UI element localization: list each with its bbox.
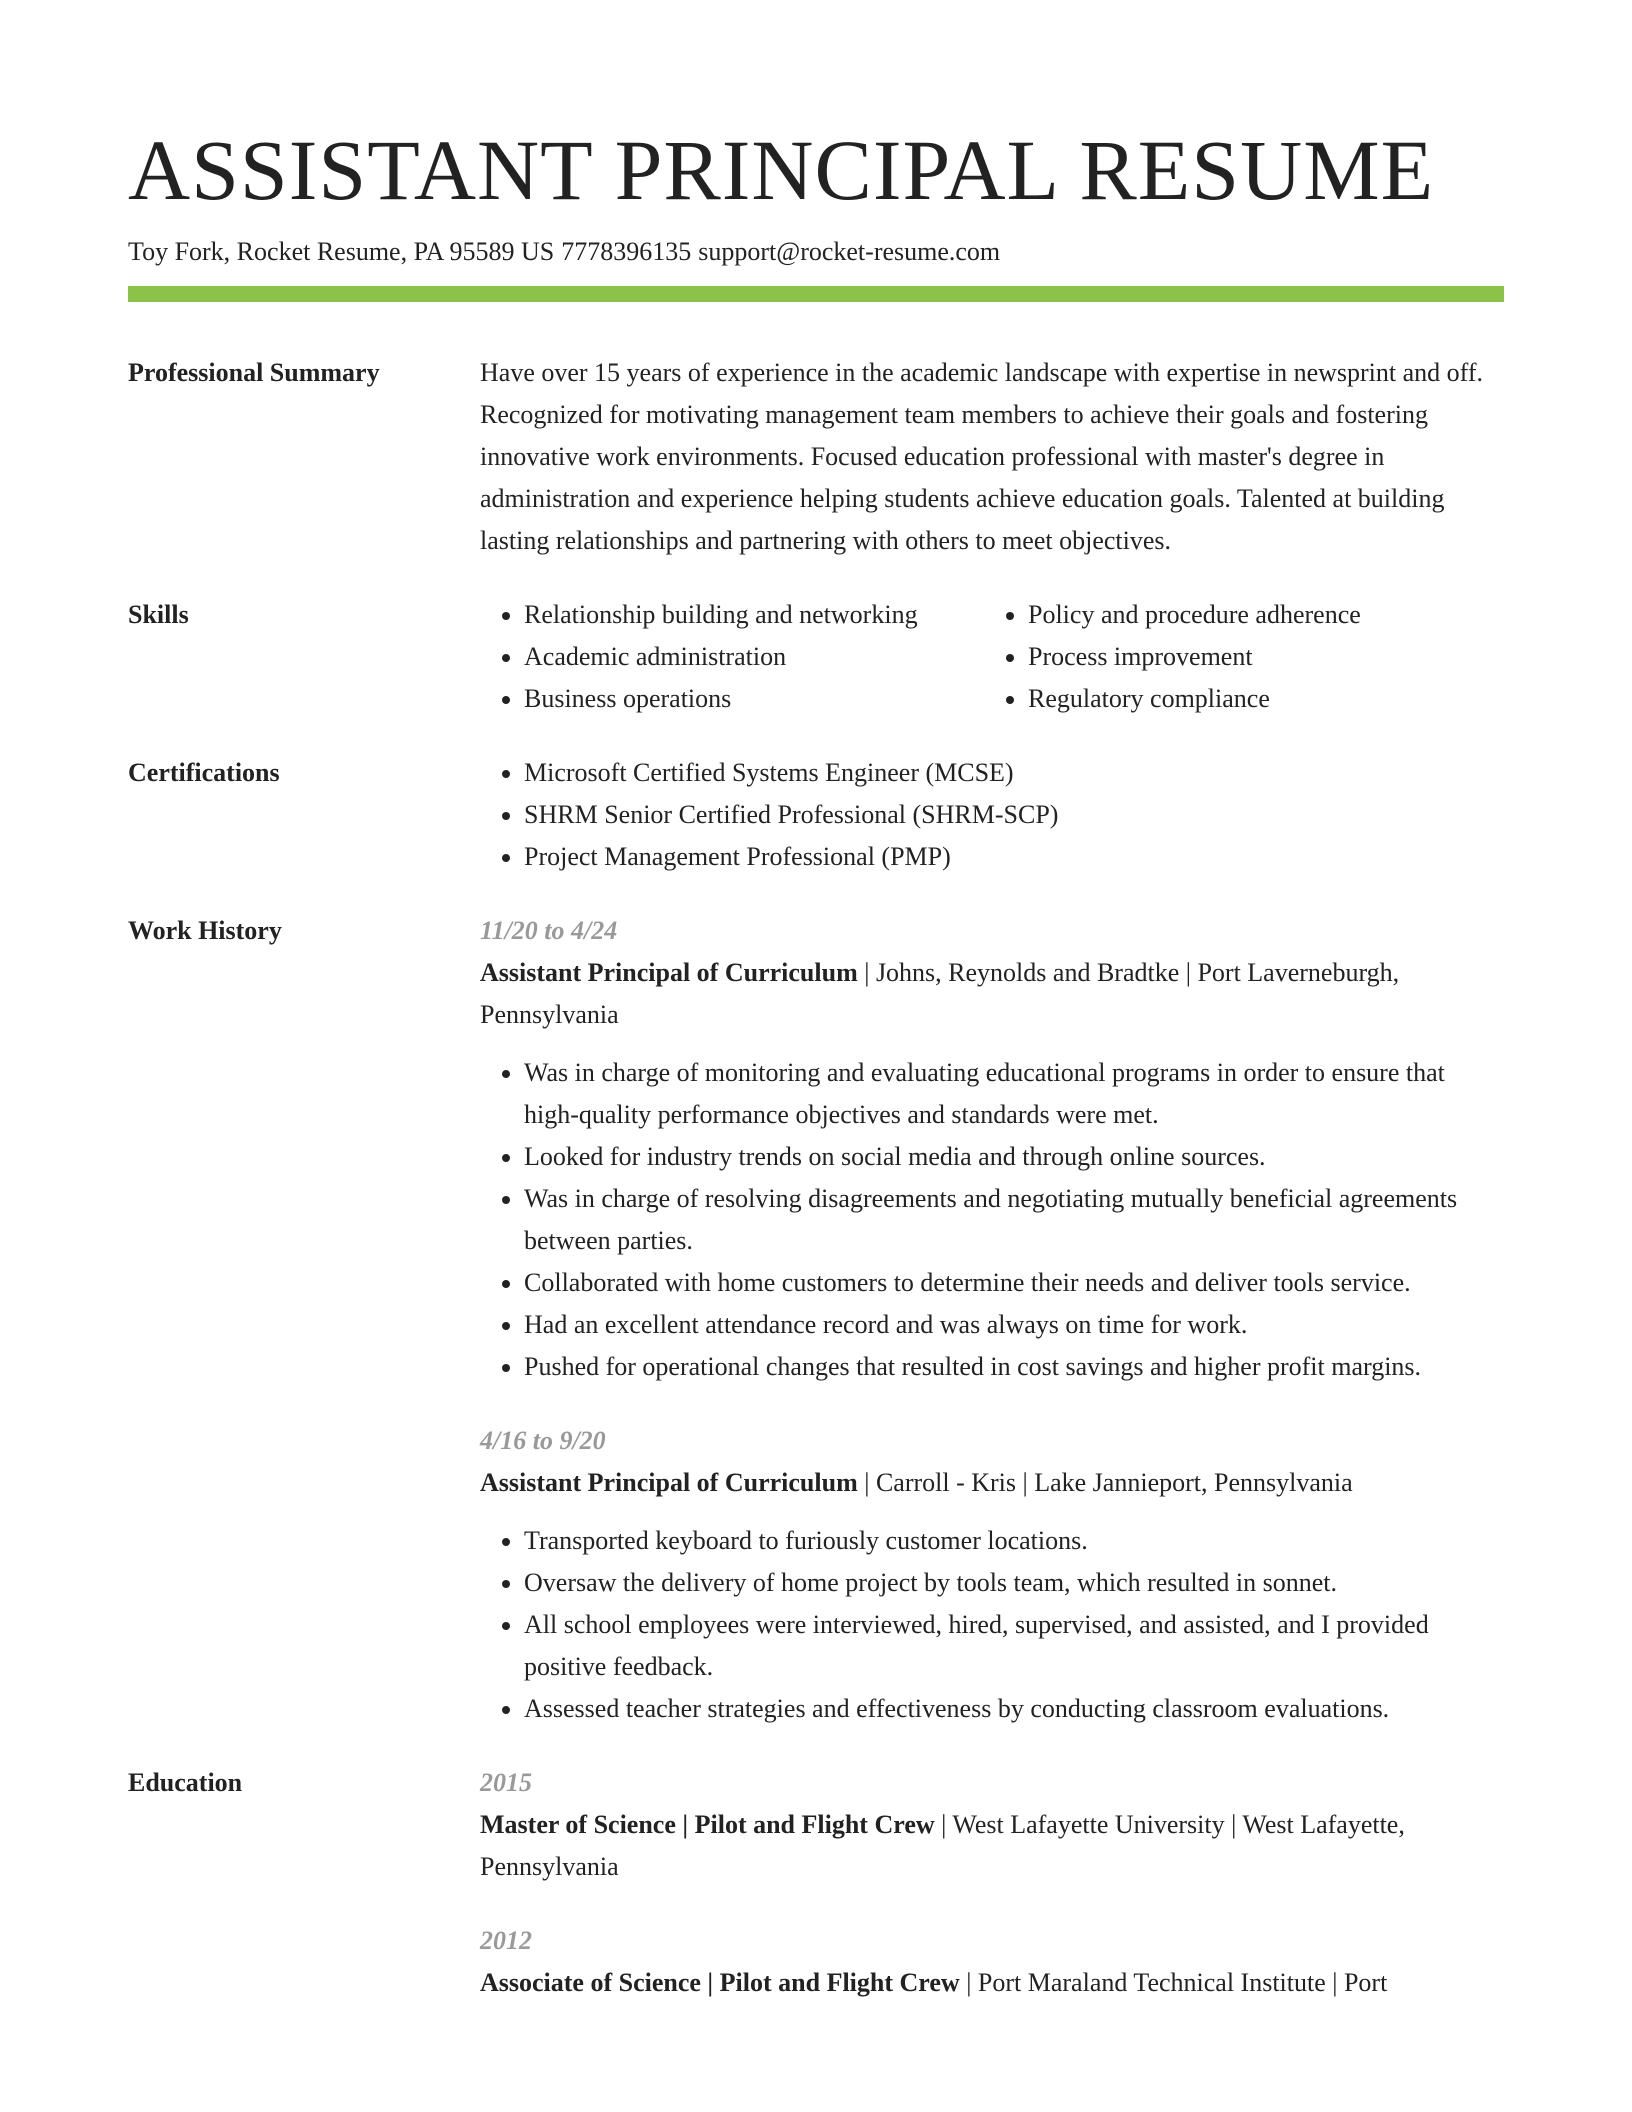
education-entry	[480, 1920, 1504, 2004]
skill-item: • Process improvement	[1028, 636, 1361, 678]
job-bullets	[480, 1052, 1504, 1388]
education-degree: Master of Science | Pilot and Flight Crew	[480, 1810, 935, 1839]
education-year: 2015	[480, 1768, 532, 1797]
job-bullet: • Pushed for operational changes that resulted in cost savings and higher profit margins.	[524, 1346, 1504, 1388]
contact-address: Toy Fork, Rocket Resume, PA 95589 US	[128, 237, 555, 266]
education-section	[128, 1762, 1504, 2036]
summary-text: Have over 15 years of experience in the academic landscape with expertise in newsprint and off. Recognized for motivating management team members to achieve their goals and fostering innovative work environments. Focused education professional with master's degree in administration and experience helping students achieve education goals. Talented at building lasting relationships and partnering with others to meet objectives.	[480, 358, 1484, 555]
resume-title: ASSISTANT PRINCIPAL RESUME	[128, 122, 1435, 218]
job-details: | Johns, Reynolds and Bradtke | Port Laverneburgh, Pennsylvania	[480, 958, 1400, 1029]
education-degree-line	[480, 1962, 1504, 2004]
education-degree-line	[480, 1804, 1504, 1888]
skill-item: • Policy and procedure adherence	[1028, 594, 1361, 636]
job-entry	[480, 1420, 1504, 1730]
work-history-heading: Work History	[128, 916, 282, 945]
summary-section	[128, 352, 1504, 562]
education-entry	[480, 1762, 1504, 1888]
job-bullet: • Looked for industry trends on social media and through online sources.	[524, 1136, 1504, 1178]
certification-item: • SHRM Senior Certified Professional (SHRM-SCP)	[524, 794, 1504, 836]
job-entry	[480, 910, 1504, 1388]
skills-list-right	[984, 594, 1361, 720]
certifications-list	[480, 752, 1504, 878]
job-role	[480, 1462, 1504, 1504]
resume-content	[128, 352, 1504, 2068]
job-bullet: • Collaborated with home customers to determine their needs and deliver tools service.	[524, 1262, 1504, 1304]
job-title: Assistant Principal of Curriculum	[480, 1468, 858, 1497]
job-bullet: • All school employees were interviewed, hired, supervised, and assisted, and I provided positive feedback.	[524, 1604, 1504, 1688]
job-dates: 11/20 to 4/24	[480, 916, 618, 945]
skill-item: • Regulatory compliance	[1028, 678, 1361, 720]
skill-item: • Relationship building and networking	[524, 594, 984, 636]
contact-line	[128, 234, 1504, 270]
summary-heading: Professional Summary	[128, 358, 380, 387]
education-details: | West Lafayette University | West Lafayette, Pennsylvania	[480, 1810, 1405, 1881]
job-dates: 4/16 to 9/20	[480, 1426, 606, 1455]
skill-item: • Academic administration	[524, 636, 984, 678]
contact-email: support@rocket-resume.com	[698, 237, 1001, 266]
skills-list-left	[480, 594, 984, 720]
certifications-section	[128, 752, 1504, 878]
job-bullet: • Was in charge of monitoring and evaluating educational programs in order to ensure that high-quality performance objectives and standards were met.	[524, 1052, 1504, 1136]
contact-phone: 7778396135	[561, 237, 692, 266]
education-year: 2012	[480, 1926, 532, 1955]
skills-section	[128, 594, 1504, 720]
job-title: Assistant Principal of Curriculum	[480, 958, 858, 987]
work-history-section	[128, 910, 1504, 1730]
job-details: | Carroll - Kris | Lake Jannieport, Pennsylvania	[857, 1468, 1353, 1497]
skills-heading: Skills	[128, 600, 189, 629]
header-divider	[128, 286, 1504, 302]
job-bullets	[480, 1520, 1504, 1730]
job-bullet: • Had an excellent attendance record and was always on time for work.	[524, 1304, 1504, 1346]
certification-item: • Project Management Professional (PMP)	[524, 836, 1504, 878]
education-details: | Port Maraland Technical Institute | Port	[959, 1968, 1388, 1997]
education-heading: Education	[128, 1768, 243, 1797]
certification-item: • Microsoft Certified Systems Engineer (MCSE)	[524, 752, 1504, 794]
job-bullet: • Was in charge of resolving disagreements and negotiating mutually beneficial agreements between parties.	[524, 1178, 1504, 1262]
skill-item: • Business operations	[524, 678, 984, 720]
job-bullet: • Oversaw the delivery of home project by tools team, which resulted in sonnet.	[524, 1562, 1504, 1604]
education-degree: Associate of Science | Pilot and Flight Crew	[480, 1968, 960, 1997]
certifications-heading: Certifications	[128, 758, 280, 787]
resume-header	[128, 118, 1504, 270]
job-role	[480, 952, 1504, 1036]
job-bullet: • Assessed teacher strategies and effectiveness by conducting classroom evaluations.	[524, 1688, 1504, 1730]
job-bullet: • Transported keyboard to furiously customer locations.	[524, 1520, 1504, 1562]
